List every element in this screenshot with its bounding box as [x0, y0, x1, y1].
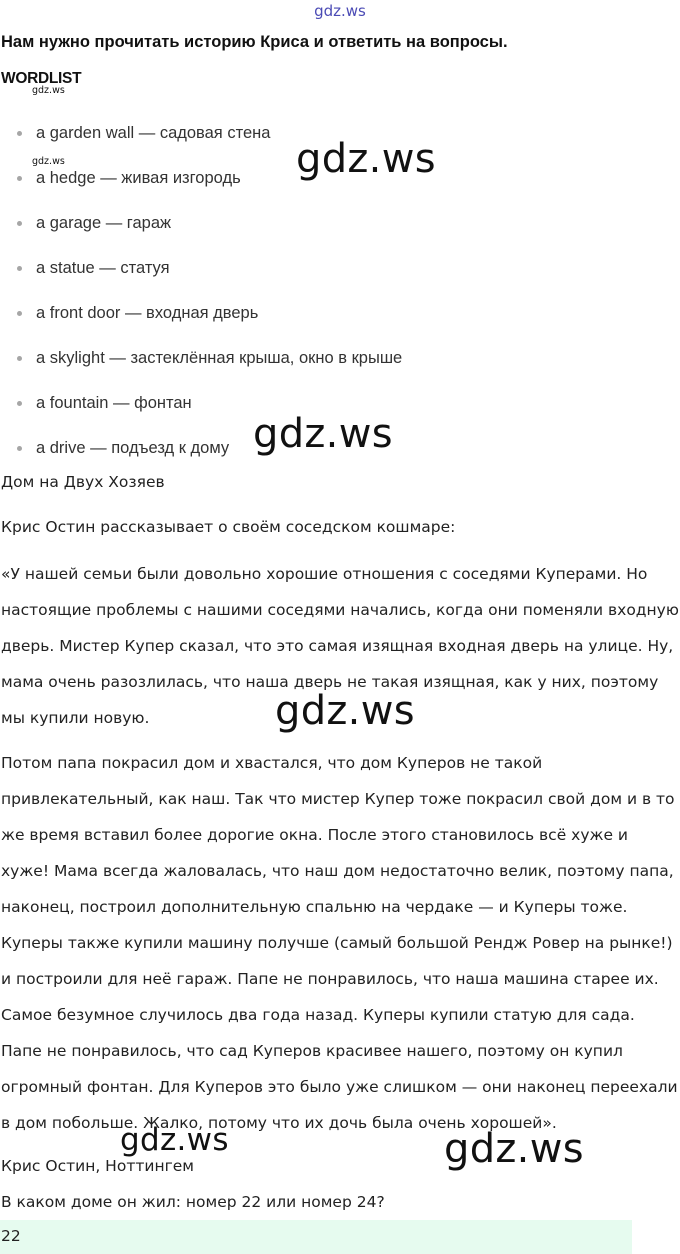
watermark-large: gdz.ws: [253, 411, 393, 457]
question-text: В каком доме он жил: номер 22 или номер 24?: [1, 1193, 385, 1211]
wordlist-item-text: a front door — входная дверь: [36, 304, 259, 322]
watermark-small: gdz.ws: [32, 156, 65, 167]
bullet-icon: [17, 176, 22, 181]
wordlist-item-text: a garden wall — садовая стена: [36, 124, 271, 142]
bullet-icon: [17, 131, 22, 136]
bullet-icon: [17, 311, 22, 316]
bullet-icon: [17, 221, 22, 226]
wordlist-item-text: a statue — статуя: [36, 259, 170, 277]
bullet-icon: [17, 266, 22, 271]
answer-text: 22: [1, 1227, 21, 1245]
wordlist-item-text: a drive — подъезд к дому: [36, 439, 230, 457]
bullet-icon: [17, 401, 22, 406]
wordlist-item-text: a skylight — застеклённая крыша, окно в крыше: [36, 349, 403, 367]
story-title: Дом на Двух Хозяев: [1, 473, 165, 491]
watermark-large: gdz.ws: [120, 1122, 229, 1158]
answer-box: [0, 1220, 632, 1254]
wordlist-item-text: a fountain — фонтан: [36, 394, 192, 412]
wordlist-item: [0, 343, 402, 388]
wordlist-item: [0, 253, 402, 298]
story-paragraph: «У нашей семьи были довольно хорошие отношения с соседями Куперами. Но настоящие проблемы с нашими соседями начались, когда они поменяли входную дверь. Мистер Купер сказал, что это самая изящная входная дверь на улице. Ну, мама очень разозлилась, что наша дверь не такая изящная, как у них, поэтому мы купили новую.: [1, 565, 679, 727]
story-paragraph: Потом папа покрасил дом и хвастался, что дом Куперов не такой привлекательный, как наш. Так что мистер Купер тоже покрасил свой дом и в то же время вставил более дорогие окна. После этого становилось всё хуже и хуже! Мама всегда жаловалась, что наш дом недостаточно велик, поэтому папа, наконец, построил дополнительную спальню на чердаке — и Куперы тоже. Куперы также купили машину получше (самый большой Рендж Ровер на рынке!) и построили для неё гараж. Папе не понравилось, что наша машина старее их. Самое безумное случилось два года назад. Куперы купили статую для сада. Папе не понравилось, что сад Куперов красивее нашего, поэтому он купил огромный фонтан. Для Куперов это было уже слишком — они наконец переехали в дом побольше. Жалко, потому что их дочь была очень хорошей».: [1, 754, 678, 1132]
wordlist-title: WORDLIST: [1, 70, 82, 87]
wordlist-item-text: a hedge — живая изгородь: [36, 169, 241, 187]
bullet-icon: [17, 446, 22, 451]
wordlist-item: [0, 208, 402, 253]
wordlist-item: [0, 298, 402, 343]
watermark-top: gdz.ws: [314, 2, 366, 20]
watermark-small: gdz.ws: [32, 85, 65, 96]
story-lead: Крис Остин рассказывает о своём соседском кошмаре:: [1, 518, 456, 536]
wordlist-item-text: a garage — гараж: [36, 214, 172, 232]
watermark-large: gdz.ws: [444, 1126, 584, 1172]
watermark-large: gdz.ws: [296, 136, 436, 182]
bullet-icon: [17, 356, 22, 361]
story-signature: Крис Остин, Ноттингем: [1, 1157, 194, 1175]
intro-heading: Нам нужно прочитать историю Криса и ответить на вопросы.: [1, 33, 508, 51]
watermark-large: gdz.ws: [275, 688, 415, 734]
